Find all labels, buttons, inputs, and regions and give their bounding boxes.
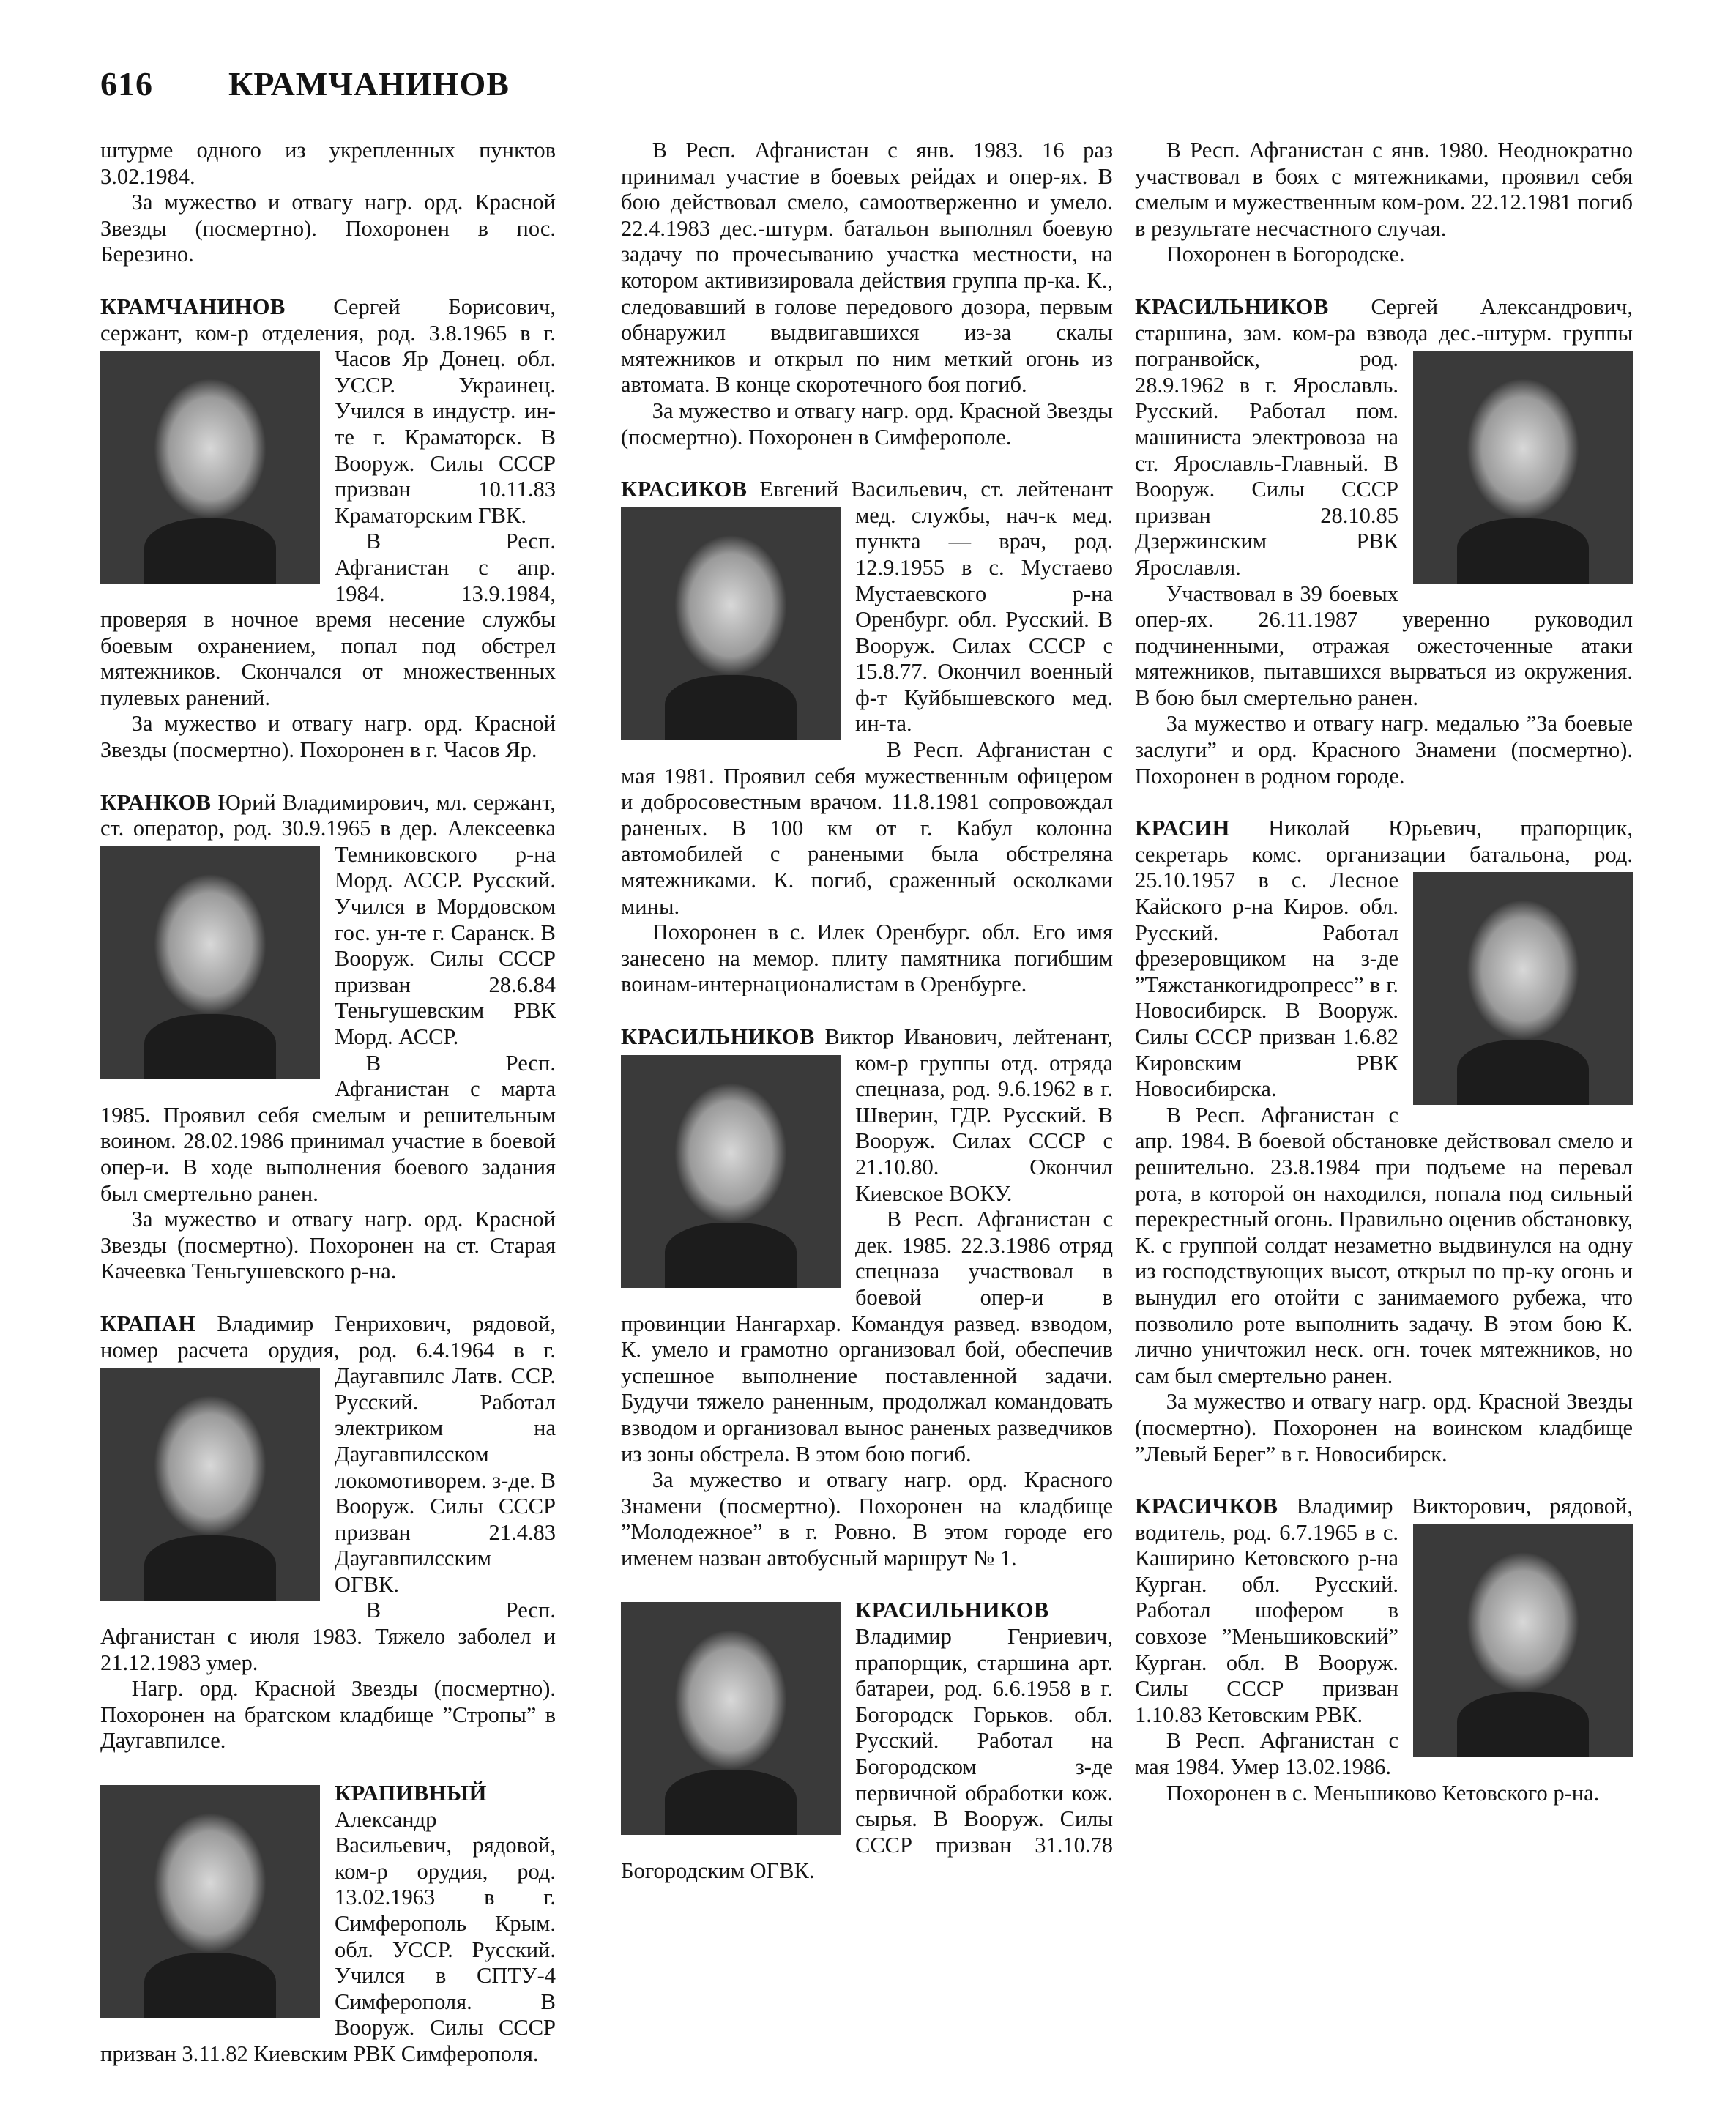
continued-text — [621, 138, 1113, 450]
entry-lead-text: Евгений Васильевич, ст. лейтенант мед. службы, нач-к мед. — [759, 477, 1113, 528]
entry-lead-text: Юрий Владимирович, мл. сержант, ст. оператор, род. 30.9.1965 в дер. — [100, 789, 556, 841]
entry-surname: КРАПИВНЫЙ — [335, 1781, 487, 1806]
page-header — [100, 64, 510, 103]
entry-lead-paragraph — [100, 790, 556, 1051]
paragraph: В Респ. Афганистан с мая 1981. Проявил себя мужественным офицером и добросовестным врачом. 11.8.1981 сопровождал раненых. В 100 км от г. Кабул колонна автомобилей с ранеными была обстреляна мятежниками. К. погиб, сраженный осколками мины. — [621, 737, 1113, 919]
portrait-photo — [621, 507, 841, 740]
portrait-photo — [1413, 872, 1633, 1105]
entry-lead-paragraph — [1135, 816, 1633, 1103]
biography-entry — [621, 1598, 1113, 1885]
entry-text: Каширино Кетовского р-на Курган. обл. Русский. Работал шофером в совхозе ”Меньшиковский” Курган. обл. В Вооруж. Силы СССР призван 1.10.83 Кетовским РВК. — [1135, 1546, 1398, 1727]
entry-text: группы погранвойск, род. 28.9.1962 в г. Ярославль. Русский. Работал пом. машиниста электровоза на ст. Ярославль-Главный. В Вооруж. Силы СССР призван 28.10.85 Дзержинским РВК Ярославля. — [1135, 320, 1633, 580]
portrait-photo — [100, 351, 320, 584]
paragraph: В Респ. Афганистан с мая 1984. Умер 13.02.1986. — [1135, 1728, 1398, 1780]
entry-lead-paragraph — [1135, 1494, 1633, 1728]
text-column-3 — [1135, 138, 1633, 1806]
paragraph: В Респ. Афганистан с дек. 1985. 22.3.1986 отряд спецназа участвовал в боевой опер-и в провинции Нангархар. Командуя развед. взводом, К. умело и грамотно организовал бой, обеспечив успешное выполнение поставленной задачи. Будучи тяжело раненным, продолжал командовать взводом и организовал вынос раненых разведчиков из зоны обстрела. В этом бою погиб. — [621, 1207, 1113, 1467]
paragraph: штурме одного из укрепленных пунктов 3.02.1984. — [100, 138, 556, 189]
entry-lead-text: Виктор Иванович, лейтенант, ком-р группы отд. отряда — [824, 1024, 1113, 1076]
entry-lead-paragraph — [100, 1311, 556, 1598]
paragraph: В Респ. Афганистан с янв. 1980. Неоднократно участвовал в боях с мятежниками, проявил себя смелым и мужественным ком-ром. 22.12.1981 погиб в результате несчастного случая. — [1135, 138, 1633, 241]
page-number: 616 — [100, 65, 153, 103]
entry-surname: КРАМЧАНИНОВ — [100, 294, 286, 319]
entry-surname: КРАСИЛЬНИКОВ — [621, 1024, 815, 1049]
continued-text — [100, 138, 556, 268]
paragraph: За мужество и отвагу нагр. орд. Красной Звезды (посмертно). Похоронен в г. Часов Яр. — [100, 711, 556, 763]
entry-surname: КРАПАН — [100, 1311, 196, 1336]
entry-surname: КРАСИЛЬНИКОВ — [855, 1598, 1049, 1623]
paragraph: Похоронен в с. Меньшиково Кетовского р-на. — [1166, 1780, 1600, 1806]
biography-entry — [621, 1024, 1113, 1571]
entry-lead-text: Владимир Викторович, рядовой, водитель, род. 6.7.1965 в с. — [1135, 1494, 1633, 1545]
biography-entry — [100, 790, 556, 1285]
paragraph: За мужество и отвагу нагр. медалью ”За боевые заслуги” и орд. Красного Знамени (посмертно). Похоронен в родном городе. — [1135, 711, 1633, 789]
entry-surname: КРАСИКОВ — [621, 477, 748, 502]
entry-surname: КРАСИЛЬНИКОВ — [1135, 294, 1329, 319]
text-column-2 — [621, 138, 1113, 1885]
entry-surname: КРАСИН — [1135, 816, 1230, 841]
biography-entry — [100, 1781, 556, 2068]
entry-text: Владимир Генриевич, прапорщик, старшина арт. батареи, род. 6.6.1958 в г. Богородск Горьков. обл. Русский. Работал на Богородском з-де первичной обработки кож. сырья. В Вооруж. Силы СССР призван 31.10.78 Богородским ОГВК. — [621, 1624, 1113, 1884]
portrait-photo — [621, 1602, 841, 1835]
paragraph: В Респ. Афганистан с апр. 1984. 13.9.1984, проверяя в ночное время несение службы боевым охранением, попал под обстрел мятежников. Скончался от множественных пулевых ранений. — [100, 529, 556, 710]
entry-lead-text: Владимир Генрихович, рядовой, номер расчета орудия, род. 6.4.1964 в г. — [100, 1311, 556, 1363]
entry-text: Часов Яр Донец. обл. УССР. Украинец. Учился в индустр. ин-те г. Краматорск. В Вооруж. Силы СССР призван 10.11.83 Краматорским ГВК. — [335, 346, 556, 528]
entry-text: Даугавпилс Латв. ССР. Русский. Работал электриком на Даугавпилсском локомотиворем. з-де. В Вооруж. Силы СССР призван 21.4.83 Даугавпилсским ОГВК. — [335, 1363, 556, 1597]
paragraph: В Респ. Афганистан с июля 1983. Тяжело заболел и 21.12.1983 умер. — [100, 1598, 556, 1675]
paragraph: Похоронен в с. Илек Оренбург. обл. Его имя занесено на мемор. плиту памятника погибшим воинам-интернационалистам в Оренбурге. — [621, 920, 1113, 997]
paragraph: Участвовал в 39 боевых опер-ях. 26.11.1987 уверенно руководил подчиненными, отражая ожесточенные атаки мятежников, пытавшихся вырваться из окружения. В бою был смертельно ранен. — [1135, 581, 1633, 710]
biography-entry — [100, 294, 556, 764]
portrait-photo — [1413, 1524, 1633, 1757]
paragraph: За мужество и отвагу нагр. орд. Красной Звезды (посмертно). Похоронен в Симферополе. — [621, 398, 1113, 450]
entry-lead-paragraph — [100, 1781, 556, 2068]
paragraph: В Респ. Афганистан с апр. 1984. В боевой обстановке действовал смело и решительно. 23.8.1984 при подъеме на перевал рота, в которой он находился, попала под сильный перекрестный огонь. Правильно оценив обстановку, К. с группой солдат незаметно выдвинулся на одну из господствующих высот, открыл по пр-ку огонь и вынудил его отойти с занимаемого рубежа, что позволило роте выполнить задачу. В этом бою К. лично уничтожил неск. огн. точек мятежников, но сам был смертельно ранен. — [1135, 1102, 1633, 1388]
entry-text: Алексеевка Темниковского р-на Морд. АССР. Русский. Учился в Мордовском гос. ун-те г. Саранск. В Вооруж. Силы СССР призван 28.6.84 Теньгушевским РВК Морд. АССР. — [335, 816, 556, 1049]
paragraph: За мужество и отвагу нагр. орд. Красного Знамени (посмертно). Похоронен на кладбище ”Молодежное” в г. Ровно. В этом городе его именем назван автобусный маршрут № 1. — [621, 1467, 1113, 1571]
paragraph: За мужество и отвагу нагр. орд. Красной Звезды (посмертно). Похоронен в пос. Березино. — [100, 190, 556, 267]
portrait-photo — [100, 1368, 320, 1601]
paragraph: Нагр. орд. Красной Звезды (посмертно). Похоронен на братском кладбище ”Стропы” в Даугавпилсе. — [100, 1676, 556, 1754]
entry-lead-text: Сергей Борисович, сержант, ком-р отделения, род. 3.8.1965 в г. — [100, 294, 556, 346]
portrait-photo — [621, 1055, 841, 1288]
entry-lead-paragraph — [621, 1024, 1113, 1207]
entry-lead-text: Николай Юрьевич, прапорщик, секретарь комс. организации — [1135, 816, 1633, 867]
entry-surname: КРАНКОВ — [100, 789, 212, 815]
biography-entry — [1135, 816, 1633, 1467]
biography-entry — [100, 1311, 556, 1754]
biography-entry — [1135, 294, 1633, 789]
entry-lead-paragraph — [621, 477, 1113, 737]
text-column-1 — [100, 138, 556, 2068]
biography-entry — [1135, 1494, 1633, 1806]
paragraph: За мужество и отвагу нагр. орд. Красной Звезды (посмертно). Похоронен на ст. Старая Качеевка Теньгушевского р-на. — [100, 1207, 556, 1284]
entry-lead-paragraph — [621, 1598, 1113, 1885]
paragraph: В Респ. Афганистан с янв. 1983. 16 раз принимал участие в боевых рейдах и опер-ях. В бою действовал смело, самоотверженно и умело. 22.4.1983 дес.-штурм. батальон выполнял боевую задачу по прочесыванию участка местности, на котором активизировала действия группа пр-ка. К., следовавший в голове передового дозора, первым обнаружил выдвигавшихся из-за скалы мятежников и открыл по ним меткий огонь из автомата. В конце скоротечного боя погиб. — [621, 138, 1113, 398]
portrait-photo — [100, 1785, 320, 2018]
paragraph: За мужество и отвагу нагр. орд. Красной Звезды (посмертно). Похоронен на воинском кладбище ”Левый Берег” в г. Новосибирск. — [1135, 1389, 1633, 1467]
continued-text — [1135, 138, 1633, 268]
running-head: КРАМЧАНИНОВ — [228, 65, 510, 103]
entry-text: батальона, род. 25.10.1957 в с. Лесное Кайского р-на Киров. обл. Русский. Работал фрезеровщиком на з-де ”Тяжстанкогидропресс” в г. Новосибирск. В Вооруж. Силы СССР призван 1.6.82 Кировским РВК Новосибирска. — [1135, 841, 1633, 1102]
entry-text: Александр Васильевич, рядовой, ком-р орудия, род. 13.02.1963 в г. Симферополь Крым. обл. УССР. Русский. Учился в СПТУ-4 Симферополя. В Вооруж. Силы СССР призван 3.11.82 Киевским РВК Симферополя. — [100, 1806, 556, 2066]
entry-surname: КРАСИЧКОВ — [1135, 1494, 1278, 1519]
paragraph: В Респ. Афганистан с марта 1985. Проявил себя смелым и решительным воином. 28.02.1986 принимал участие в боевой опер-и. В ходе выполнения боевого задания был смертельно ранен. — [100, 1050, 556, 1206]
paragraph: Похоронен в Богородске. — [1166, 242, 1405, 267]
entry-text: спецназа, род. 9.6.1962 в г. Шверин, ГДР. Русский. В Вооруж. Силах СССР с 21.10.80. Окончил Киевское ВОКУ. — [855, 1076, 1113, 1206]
entry-text: пункта — врач, род. 12.9.1955 в с. Мустаево Мустаевского р-на Оренбург. обл. Русский. В Вооруж. Силах СССР с 15.8.77. Окончил военный ф-т Куйбышевского мед. ин-та. — [855, 529, 1113, 737]
portrait-photo — [1413, 351, 1633, 584]
entry-lead-text: Сергей Александрович, старшина, зам. ком-ра взвода дес.-штурм. — [1135, 294, 1633, 346]
biography-entry — [621, 477, 1113, 998]
portrait-photo — [100, 846, 320, 1079]
entry-lead-paragraph — [100, 294, 556, 529]
entry-lead-paragraph — [1135, 294, 1633, 581]
